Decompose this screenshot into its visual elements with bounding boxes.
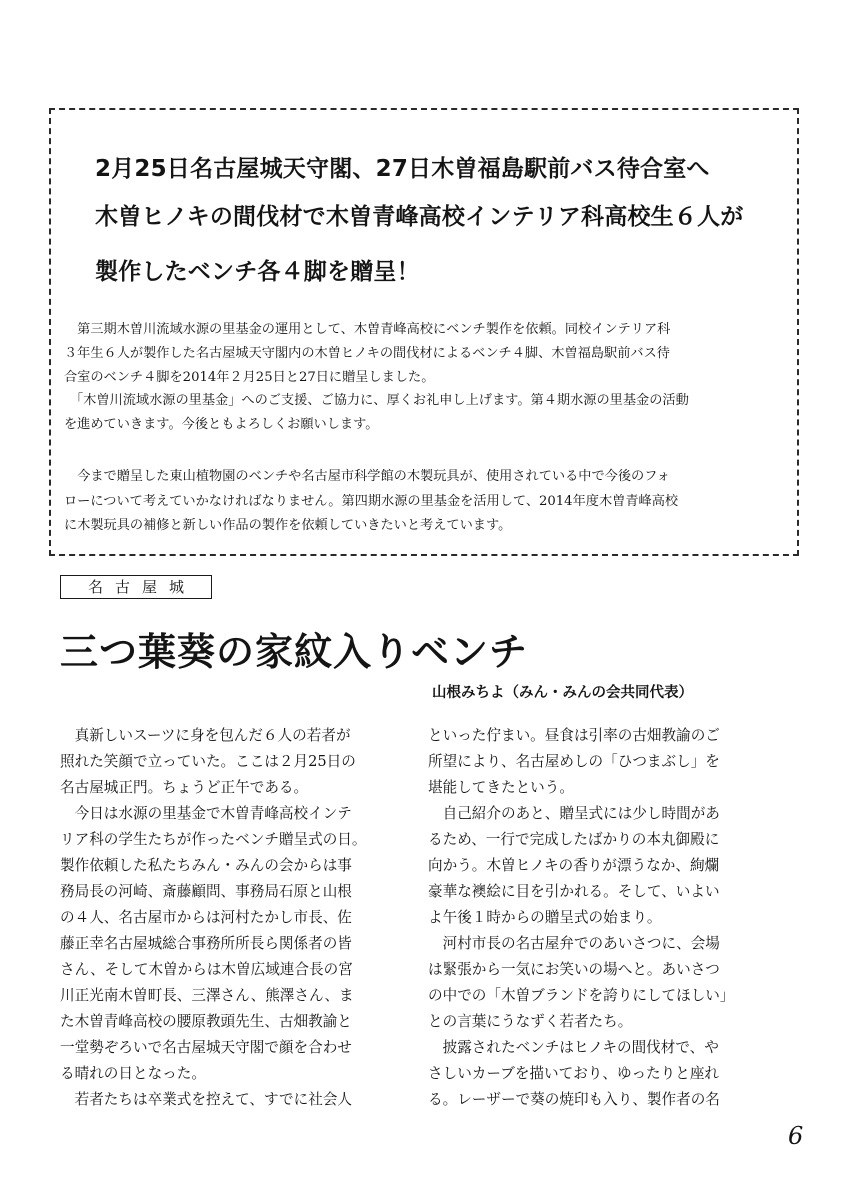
left-column-line: る晴れの日となった。 [60,1065,206,1082]
notice-paragraph-line: 第三期木曽川流域水源の里基金の運用として、木曽青峰高校にベンチ製作を依頼。同校インテリア科 [64,322,671,337]
right-column-line: 披露されたベンチはヒノキの間伐材で、や [428,1039,719,1056]
notice-paragraph-line: に木製玩具の補修と新しい作品の製作を依頼していきたいと考えています。 [64,518,512,533]
left-column-line: 製作依頼した私たちみん・みんの会からは事 [60,857,352,874]
right-column-line: の中での「木曽ブランドを誇りにしてほしい」 [428,987,735,1004]
left-column-line: 一堂勢ぞろいで名古屋城天守閣で顔を合わせ [60,1039,352,1056]
byline: 山根みちよ（みん・みんの会共同代表） [432,685,693,701]
right-column-line: る。レーザーで葵の焼印も入り、製作者の名 [428,1091,720,1108]
right-column-line: 堪能してきたという。 [428,779,574,796]
notice-paragraph-line: を進めていきます。今後ともよろしくお願いします。 [64,417,379,432]
left-column-line: 務局長の河崎、斎藤顧問、事務局石原と山根 [60,883,352,900]
left-column-line: 照れた笑顔で立っていた。ここは２月25日の [60,753,356,770]
page-number: 6 [788,1122,804,1150]
left-column-line: 今日は水源の里基金で木曽青峰高校インテ [60,805,352,822]
article-title: 三つ葉葵の家紋入りベンチ [60,629,529,674]
right-column-line: 向かう。木曽ヒノキの香りが漂うなか、絢爛 [428,857,720,874]
section-tag: 名古屋城 [60,575,212,599]
left-column-line: 川正光南木曽町長、三澤さん、熊澤さん、ま [60,987,354,1004]
left-column-line: の４人、名古屋市からは河村たかし市長、佐 [60,909,352,926]
right-column-line: との言葉にうなずく若者たち。 [428,1013,633,1030]
right-column-line: といった佇まい。昼食は引率の古畑教諭のご [428,727,720,744]
right-column-line: よ午後１時からの贈呈式の始まり。 [428,909,662,926]
right-column-line: は緊張から一気にお笑いの場へと。あいさつ [428,961,720,978]
notice-paragraph-line: 合室のベンチ４脚を2014年２月25日と27日に贈呈しました。 [64,370,435,385]
left-column-line: さん、そして木曽からは木曽広域連合長の宮 [60,961,353,978]
right-column-line: さしいカーブを描いており、ゆったりと座れ [428,1065,720,1082]
right-column-line: 河村市長の名古屋弁でのあいさつに、会場 [428,935,720,952]
left-column-line: 名古屋城正門。ちょうど正午である。 [60,779,309,796]
notice-headline-3: 製作したベンチ各４脚を贈呈！ [95,259,420,285]
left-column-line: リア科の学生たちが作ったベンチ贈呈式の日。 [60,831,367,848]
notice-paragraph-line: 「木曽川流域水源の里基金」へのご支援、ご協力に、厚くお礼申し上げます。第４期水源の里基金の活動 [70,393,689,408]
left-column-line: 若者たちは卒業式を控えて、すでに社会人 [60,1091,353,1108]
notice-headline-1: 2月25日名古屋城天守閣、27日木曽福島駅前バス待合室へ [95,156,710,182]
notice-paragraph-line: ローについて考えていかなければなりません。第四期水源の里基金を活用して、2014年度木曽青峰高校 [64,494,679,509]
notice-paragraph-line: 今まで贈呈した東山植物園のベンチや名古屋市科学館の木製玩具が、使用されている中で今後のフォ [64,469,670,484]
left-column-line: 藤正幸名古屋城総合事務所所長ら関係者の皆 [60,935,352,952]
notice-paragraph-line: ３年生６人が製作した名古屋城天守閣内の木曽ヒノキの間伐材によるベンチ４脚、木曽福島駅前バス待 [64,346,670,361]
right-column-line: 豪華な襖絵に目を引かれる。そして、いよい [428,883,720,900]
left-column-line: 真新しいスーツに身を包んだ６人の若者が [60,727,351,744]
left-column-line: た木曽青峰高校の腰原教頭先生、古畑教諭と [60,1013,352,1030]
right-column-line: 所望により、名古屋めしの「ひつまぶし」を [428,753,720,770]
right-column-line: 自己紹介のあと、贈呈式には少し時間があ [428,805,720,822]
right-column-line: るため、一行で完成したばかりの本丸御殿に [428,831,720,848]
notice-headline-2: 木曽ヒノキの間伐材で木曽青峰高校インテリア科高校生６人が [95,204,744,230]
